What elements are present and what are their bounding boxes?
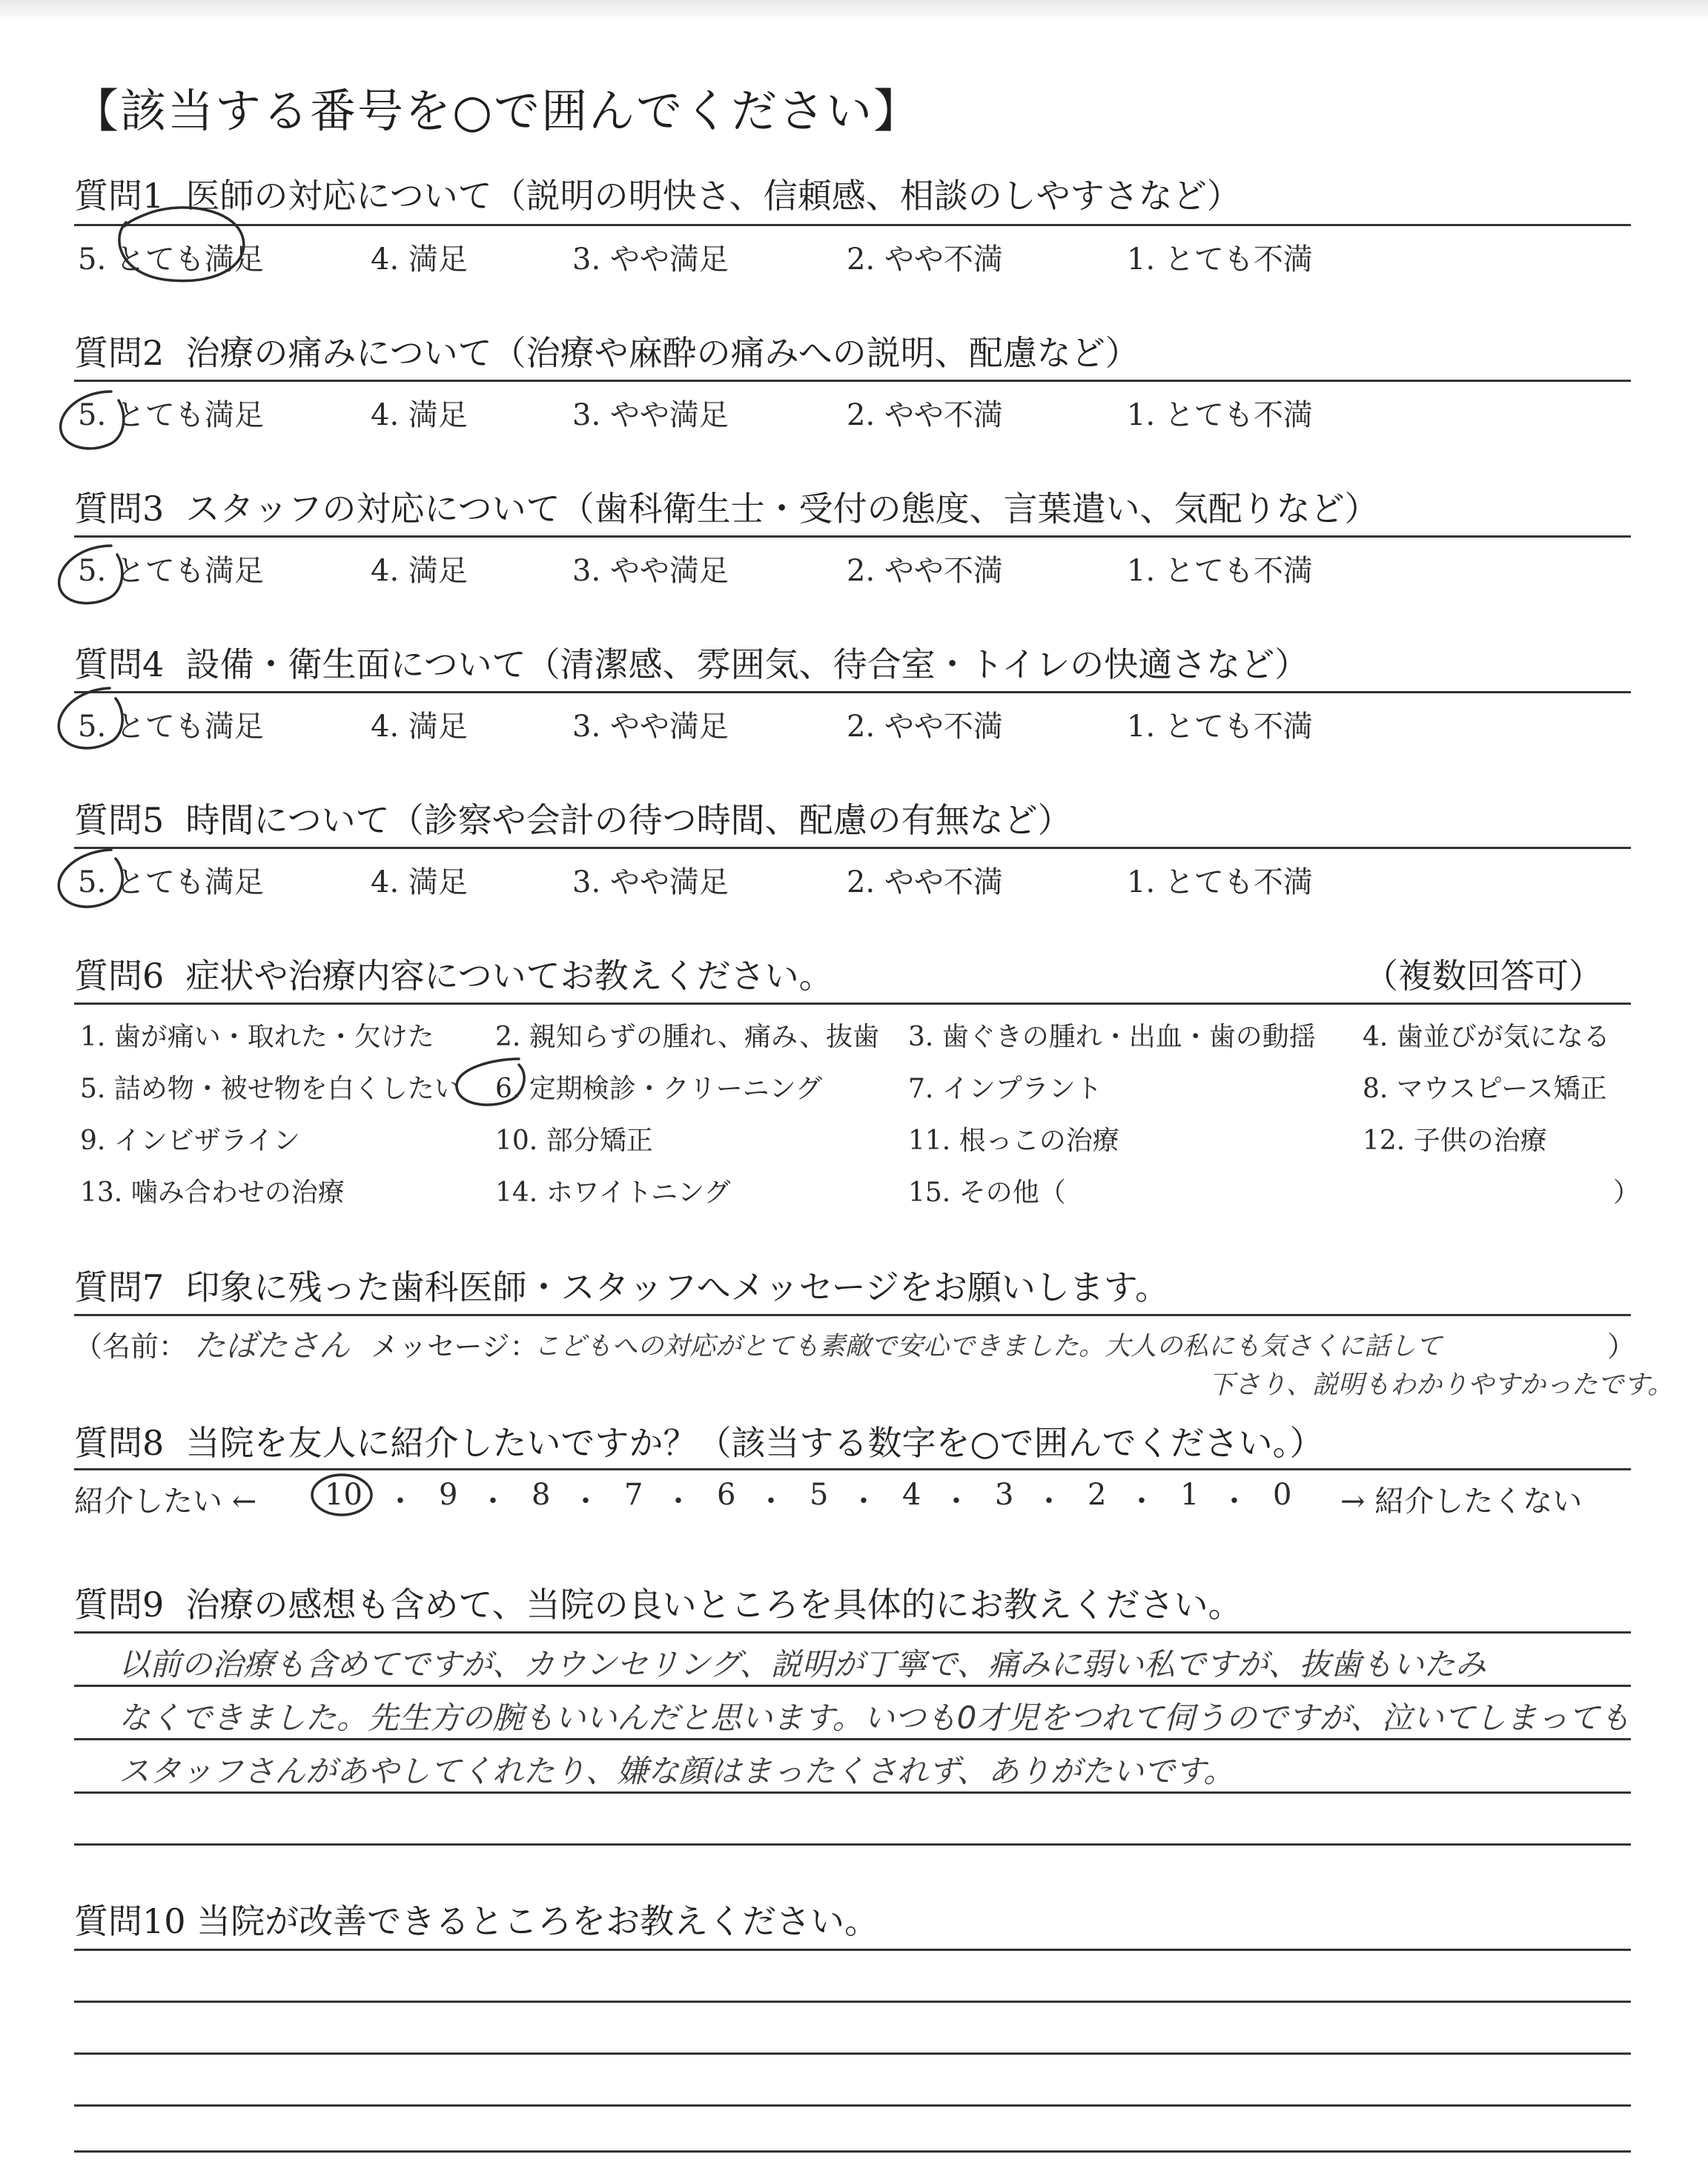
q3-option-3[interactable]: 3. やや満足 <box>572 554 729 588</box>
q1-option-3[interactable]: 3. やや満足 <box>572 242 729 277</box>
answer-rule <box>74 2052 1631 2055</box>
q3-option-2[interactable]: 2. やや不満 <box>847 554 1003 588</box>
answer-rule <box>74 1791 1631 1794</box>
question-text: 医師の対応について（説明の明快さ、信頼感、相談のしやすさなど） <box>185 176 1241 216</box>
q4-option-1[interactable]: 1. とても不満 <box>1127 710 1313 744</box>
q5-option-5[interactable]: 5. とても満足 <box>78 865 264 899</box>
rule-divider <box>74 535 1631 538</box>
answer-rule <box>74 1685 1631 1687</box>
question-label: 質問9 <box>74 1585 165 1625</box>
rule-divider <box>74 380 1631 382</box>
message-line-2[interactable]: 下さり、説明もわかりやすかったです。 <box>1208 1370 1674 1400</box>
q2-option-5[interactable]: 5. とても満足 <box>78 398 264 432</box>
scale-value-10[interactable]: 10 <box>325 1478 363 1512</box>
question-text: 治療の痛みについて（治療や麻酔の痛みへの説明、配慮など） <box>185 333 1139 373</box>
question-text: 治療の感想も含めて、当院の良いところを具体的にお教えください。 <box>185 1585 1242 1625</box>
question-label: 質問2 <box>74 333 165 373</box>
scale-value-2[interactable]: 2 <box>1088 1478 1107 1512</box>
q3-option-1[interactable]: 1. とても不満 <box>1127 554 1313 588</box>
answer-rule <box>74 2150 1631 2153</box>
scale-separator: ・ <box>1034 1484 1064 1519</box>
q6-item-6[interactable]: 6. 定期検診・クリーニング <box>495 1074 823 1104</box>
question-3 <box>74 482 1379 531</box>
question-label: 質問10 <box>74 1901 186 1941</box>
question-text: 症状や治療内容についてお教えください。 <box>185 956 833 996</box>
question-text: 設備・衛生面について（清潔感、雰囲気、待合室・トイレの快適さなど） <box>185 644 1309 684</box>
q1-option-5[interactable]: 5. とても満足 <box>78 242 264 277</box>
question-label: 質問5 <box>74 800 165 840</box>
q2-option-2[interactable]: 2. やや不満 <box>847 398 1003 432</box>
scale-separator: ・ <box>571 1484 600 1519</box>
question-8 <box>74 1416 1324 1465</box>
q6-item-10[interactable]: 10. 部分矯正 <box>495 1126 653 1156</box>
q6-item-13[interactable]: 13. 噛み合わせの治療 <box>80 1178 345 1208</box>
answer-rule <box>74 1843 1631 1846</box>
q6-item-1[interactable]: 1. 歯が痛い・取れた・欠けた <box>80 1022 434 1052</box>
scale-value-1[interactable]: 1 <box>1180 1478 1199 1512</box>
q6-item-4[interactable]: 4. 歯並びが気になる <box>1363 1022 1610 1052</box>
question-6 <box>74 949 833 998</box>
question-2 <box>74 326 1139 375</box>
question-text: 当院を友人に紹介したいですか？（該当する数字を○で囲んでください。） <box>185 1423 1324 1463</box>
q4-option-3[interactable]: 3. やや満足 <box>572 710 729 744</box>
question-label: 質問8 <box>74 1423 165 1463</box>
question-text: スタッフの対応について（歯科衛生士・受付の態度、言葉遣い、気配りなど） <box>185 489 1379 529</box>
q1-option-2[interactable]: 2. やや不満 <box>847 242 1003 277</box>
question-7 <box>74 1261 1169 1309</box>
scale-value-6[interactable]: 6 <box>717 1478 736 1512</box>
question-4 <box>74 638 1308 687</box>
q6-item-12[interactable]: 12. 子供の治療 <box>1363 1126 1547 1156</box>
rule-divider <box>74 1003 1631 1005</box>
q4-option-5[interactable]: 5. とても満足 <box>78 710 264 744</box>
question-9 <box>74 1578 1242 1627</box>
page-title: 【該当する番号を○で囲んでください】 <box>73 84 921 138</box>
q6-item-8[interactable]: 8. マウスピース矯正 <box>1363 1074 1607 1104</box>
question-label: 質問6 <box>74 956 165 996</box>
question-5 <box>74 793 1072 842</box>
q6-item-9[interactable]: 9. インビザライン <box>80 1126 300 1156</box>
q2-option-1[interactable]: 1. とても不満 <box>1127 398 1313 432</box>
question-text: 印象に残った歯科医師・スタッフへメッセージをお願いします。 <box>185 1267 1170 1307</box>
scale-value-4[interactable]: 4 <box>902 1478 921 1512</box>
question-10 <box>74 1895 878 1943</box>
answer-line-3[interactable]: スタッフさんがあやしてくれたり、嫌な顔はまったくされず、ありがたいです。 <box>119 1753 1235 1789</box>
message-close-paren: ） <box>1607 1330 1636 1363</box>
scale-separator: ・ <box>941 1484 971 1519</box>
scale-separator: ・ <box>478 1484 508 1519</box>
scale-separator: ・ <box>385 1484 415 1519</box>
q6-item-15[interactable]: 15. その他（ <box>908 1178 1066 1208</box>
q1-option-4[interactable]: 4. 満足 <box>371 242 468 277</box>
q1-option-1[interactable]: 1. とても不満 <box>1127 242 1313 277</box>
rule-divider <box>74 847 1631 849</box>
scale-separator: ・ <box>1127 1484 1156 1519</box>
q6-item-3[interactable]: 3. 歯ぐきの腫れ・出血・歯の動揺 <box>908 1022 1316 1052</box>
message-label: メッセージ： <box>371 1330 538 1363</box>
q6-item-11[interactable]: 11. 根っこの治療 <box>908 1126 1119 1156</box>
scale-value-5[interactable]: 5 <box>810 1478 829 1512</box>
message-line-1[interactable]: こどもへの対応がとても素敵で安心できました。大人の私にも気さくに話して <box>534 1332 1443 1361</box>
q3-option-4[interactable]: 4. 満足 <box>371 554 468 588</box>
rule-divider <box>74 1314 1631 1316</box>
rule-divider <box>74 224 1631 226</box>
scale-separator: ・ <box>663 1484 693 1519</box>
answer-line-2[interactable]: なくできました。先生方の腕もいいんだと思います。いつも0才児をつれて伺うのですが、泣いてしまっても <box>119 1700 1631 1736</box>
scale-value-9[interactable]: 9 <box>439 1478 458 1512</box>
q2-option-4[interactable]: 4. 満足 <box>371 398 468 432</box>
q4-option-2[interactable]: 2. やや不満 <box>847 710 1003 744</box>
scale-separator: ・ <box>1219 1484 1249 1519</box>
question-text: 当院が改善できるところをお教えください。 <box>196 1901 879 1941</box>
rule-divider <box>74 1468 1631 1470</box>
scale-value-3[interactable]: 3 <box>995 1478 1014 1512</box>
scale-left-label: 紹介したい ← <box>74 1484 257 1519</box>
rule-divider <box>74 1631 1631 1634</box>
q5-option-3[interactable]: 3. やや満足 <box>572 865 729 899</box>
scale-value-0[interactable]: 0 <box>1273 1478 1292 1512</box>
name-label: （名前： <box>74 1330 188 1363</box>
q5-option-4[interactable]: 4. 満足 <box>371 865 468 899</box>
rule-divider <box>74 691 1631 693</box>
scale-right-label: → 紹介したくない <box>1340 1484 1583 1519</box>
scale-separator: ・ <box>756 1484 786 1519</box>
scale-separator: ・ <box>849 1484 878 1519</box>
answer-line-1[interactable]: 以前の治療も含めてですが、カウンセリング、説明が丁寧で、痛みに弱い私ですが、抜歯もいたみ <box>119 1646 1486 1682</box>
question-label: 質問4 <box>74 644 165 684</box>
question-1 <box>74 169 1241 218</box>
q6-item-14[interactable]: 14. ホワイトニング <box>495 1178 731 1208</box>
q3-option-5[interactable]: 5. とても満足 <box>78 554 264 588</box>
question-text: 時間について（診察や会計の待つ時間、配慮の有無など） <box>185 800 1072 840</box>
q5-option-2[interactable]: 2. やや不満 <box>847 865 1003 899</box>
q2-option-3[interactable]: 3. やや満足 <box>572 398 729 432</box>
answer-rule <box>74 2104 1631 2107</box>
question-label: 質問1 <box>74 176 165 216</box>
q6-item-2[interactable]: 2. 親知らずの腫れ、痛み、抜歯 <box>495 1022 880 1052</box>
q4-option-4[interactable]: 4. 満足 <box>371 710 468 744</box>
q6-item-7[interactable]: 7. インプラント <box>908 1074 1102 1104</box>
q5-option-1[interactable]: 1. とても不満 <box>1127 865 1313 899</box>
scale-value-7[interactable]: 7 <box>624 1478 643 1512</box>
answer-rule <box>74 1738 1631 1740</box>
answer-rule <box>74 1949 1631 1951</box>
question-label: 質問3 <box>74 489 165 529</box>
answer-rule <box>74 2001 1631 2003</box>
q6-other-close-paren: ） <box>1613 1178 1641 1208</box>
multiple-answers-note: （複数回答可） <box>1364 956 1603 996</box>
scan-top-edge <box>0 0 1708 22</box>
scale-value-8[interactable]: 8 <box>532 1478 551 1512</box>
q6-item-5[interactable]: 5. 詰め物・被せ物を白くしたい <box>80 1074 461 1104</box>
name-value[interactable]: たばたさん <box>194 1327 351 1364</box>
question-label: 質問7 <box>74 1267 165 1307</box>
